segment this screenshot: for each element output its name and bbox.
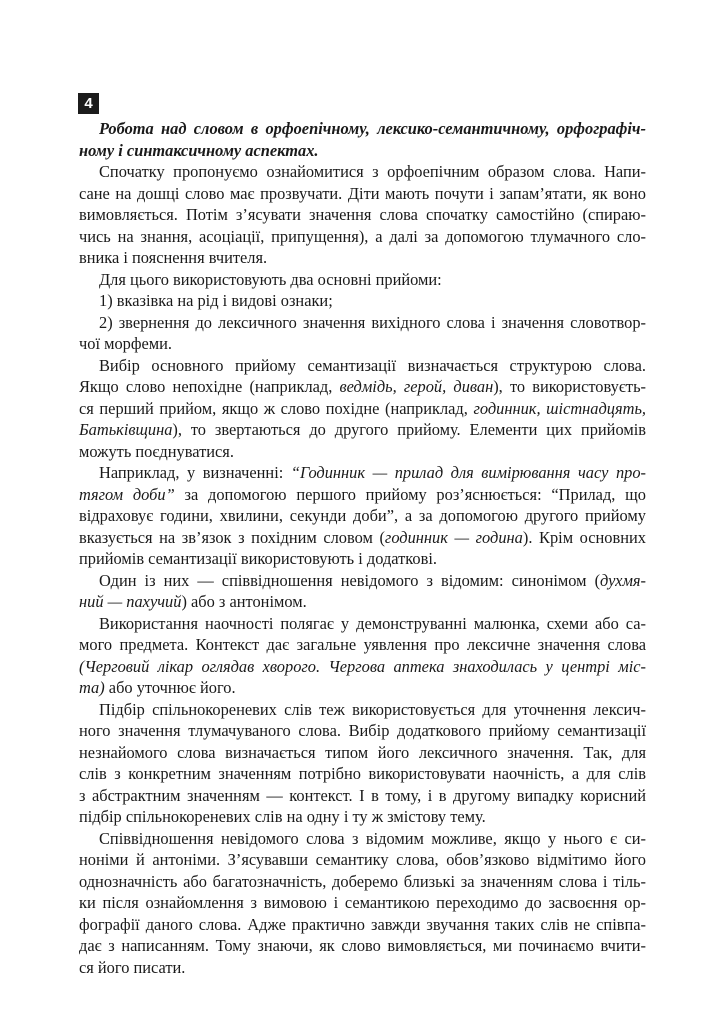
text-segment: ся його писати. xyxy=(79,957,186,977)
text-line xyxy=(79,355,646,377)
text-segment: незнайомого слова визначається типом його лексичного значення. Так, для xyxy=(79,742,646,762)
italic-segment: ведмідь, герой, диван xyxy=(339,377,494,396)
italic-segment: Батьківщина xyxy=(79,420,173,439)
text-line xyxy=(79,763,646,785)
text-segment: Підбір спільнокореневих слів теж використовується для уточнення лексич- xyxy=(99,699,646,719)
text-segment: Вибір основного прийому семантизації визначається структурою слова. xyxy=(99,355,646,375)
text-line xyxy=(79,720,646,742)
text-segment: за допомогою першого прийому роз’яснюється: “Прилад, що xyxy=(174,484,646,504)
text-line xyxy=(79,312,646,334)
section-heading-line xyxy=(79,140,646,162)
text-segment: чої морфеми. xyxy=(79,334,172,353)
italic-segment: годинник, шістнадцять, xyxy=(473,398,647,418)
text-segment: Робота над словом в орфоепічному, лексико-семантичному, орфографіч- xyxy=(99,119,646,138)
text-line xyxy=(79,935,646,957)
italic-segment: ний — пахучий xyxy=(79,592,182,611)
italic-segment: (Черговий лікар оглядав хворого. Чергова аптека знаходилась у центрі міс- xyxy=(79,656,646,676)
text-line xyxy=(79,742,646,764)
text-segment: можуть поєднуватися. xyxy=(79,441,234,461)
text-segment: 1) вказівка на рід і видові ознаки; xyxy=(99,291,333,310)
text-segment: вника і пояснення вчителя. xyxy=(79,248,268,267)
text-segment: ки після ознайомлення з вимовою і семантикою переходимо до засвоєння ор- xyxy=(79,893,646,912)
text-segment: мого предмета. Контекст дає загальне уявлення про лексичне значення слова xyxy=(79,635,646,654)
text-line xyxy=(79,570,646,592)
italic-segment: духмя- xyxy=(600,570,646,590)
text-segment: Один із них — співвідношення невідомого з відомим: синонімом ( xyxy=(99,570,601,590)
text-line xyxy=(79,892,646,914)
text-line xyxy=(79,914,646,936)
text-line xyxy=(79,247,646,269)
text-segment: вказується на зв’язок з похідним словом ( xyxy=(79,527,385,547)
text-segment: Для цього використовують два основні прийоми: xyxy=(99,269,442,289)
italic-segment: “Годинник — прилад для вимірювання часу про- xyxy=(290,463,646,482)
text-segment: Якщо слово непохідне (наприклад, xyxy=(79,377,340,396)
text-segment: сане на дошці слово має прозвучати. Діти мають почути і запам’ятати, як воно xyxy=(79,183,646,203)
text-segment: відраховує години, хвилини, секунди доби”, а за допомогою другого прийому xyxy=(79,506,646,525)
text-segment: ся перший прийом, якщо ж слово похідне (наприклад, xyxy=(79,398,474,418)
text-segment: ). Крім основних xyxy=(522,527,646,547)
text-line xyxy=(79,591,646,613)
text-line xyxy=(79,269,646,291)
text-line xyxy=(79,699,646,721)
italic-segment: годинник — година xyxy=(384,527,523,547)
text-line xyxy=(79,226,646,248)
text-line xyxy=(79,849,646,871)
text-line xyxy=(79,161,646,183)
page-number-badge: 4 xyxy=(78,93,99,114)
text-line xyxy=(79,484,646,506)
text-segment: ) або з антонімом. xyxy=(181,592,307,611)
text-line xyxy=(79,548,646,570)
text-segment: або уточнює його. xyxy=(104,678,236,697)
text-line xyxy=(79,527,646,549)
italic-segment: тягом доби” xyxy=(79,484,175,504)
text-segment: ного значення тлумачуваного слова. Вибір додаткового прийому семантизації xyxy=(79,721,646,740)
section-heading-line xyxy=(79,118,646,140)
text-line xyxy=(79,828,646,850)
text-segment: дає з написанням. Тому знаючи, як слово вимовляється, ми починаємо вчити- xyxy=(79,936,646,955)
text-segment: прийомів семантизації використовують і додаткові. xyxy=(79,549,438,568)
text-segment: вимовляється. Потім з’ясувати значення слова спочатку самостійно (спираю- xyxy=(79,205,646,224)
text-line xyxy=(79,957,646,979)
text-segment: Спочатку пропонуємо ознайомитися з орфоепічним образом слова. Напи- xyxy=(99,162,646,181)
text-line xyxy=(79,634,646,656)
text-segment: фографії даного слова. Адже практично завжди звучання таких слів не співпа- xyxy=(79,914,646,934)
text-line xyxy=(79,505,646,527)
text-line xyxy=(79,871,646,893)
text-line xyxy=(79,785,646,807)
text-segment: Наприклад, у визначенні: xyxy=(99,463,291,482)
text-segment: ному і синтаксичному аспектах. xyxy=(79,140,319,160)
text-line xyxy=(79,376,646,398)
text-line xyxy=(79,806,646,828)
text-line xyxy=(79,613,646,635)
text-segment: Співвідношення невідомого слова з відомим можливе, якщо у нього є си- xyxy=(99,828,646,848)
text-line xyxy=(79,656,646,678)
italic-segment: та) xyxy=(79,678,105,697)
body-text xyxy=(79,118,646,978)
text-line xyxy=(79,398,646,420)
text-segment: ), то звертаються до другого прийому. Елементи цих прийомів xyxy=(172,420,646,439)
text-line xyxy=(79,419,646,441)
text-segment: ноніми й антоніми. З’ясувавши семантику слова, обов’язково відмітимо його xyxy=(79,850,646,869)
text-segment: підбір спільнокореневих слів на одну і ту ж змістову тему. xyxy=(79,807,486,826)
text-segment: 2) звернення до лексичного значення вихідного слова і значення словотвор- xyxy=(99,312,646,332)
text-segment: слів з конкретним значенням потрібно використовувати наочність, а для слів xyxy=(79,764,646,783)
text-segment: однозначність або багатозначність, доберемо близькі за значенням слова і тіль- xyxy=(79,871,646,891)
text-line xyxy=(79,677,646,699)
text-segment: з абстрактним значенням — контекст. І в тому, і в другому випадку корисний xyxy=(79,785,646,805)
text-line xyxy=(79,290,646,312)
text-segment: чись на знання, асоціації, припущення), а далі за допомогою тлумачного сло- xyxy=(79,226,646,246)
text-line xyxy=(79,183,646,205)
text-line xyxy=(79,333,646,355)
text-segment: Використання наочності полягає у демонструванні малюнка, схеми або са- xyxy=(99,613,646,633)
text-line xyxy=(79,462,646,484)
text-line xyxy=(79,204,646,226)
text-line xyxy=(79,441,646,463)
text-segment: ), то використовуєть- xyxy=(493,377,647,396)
